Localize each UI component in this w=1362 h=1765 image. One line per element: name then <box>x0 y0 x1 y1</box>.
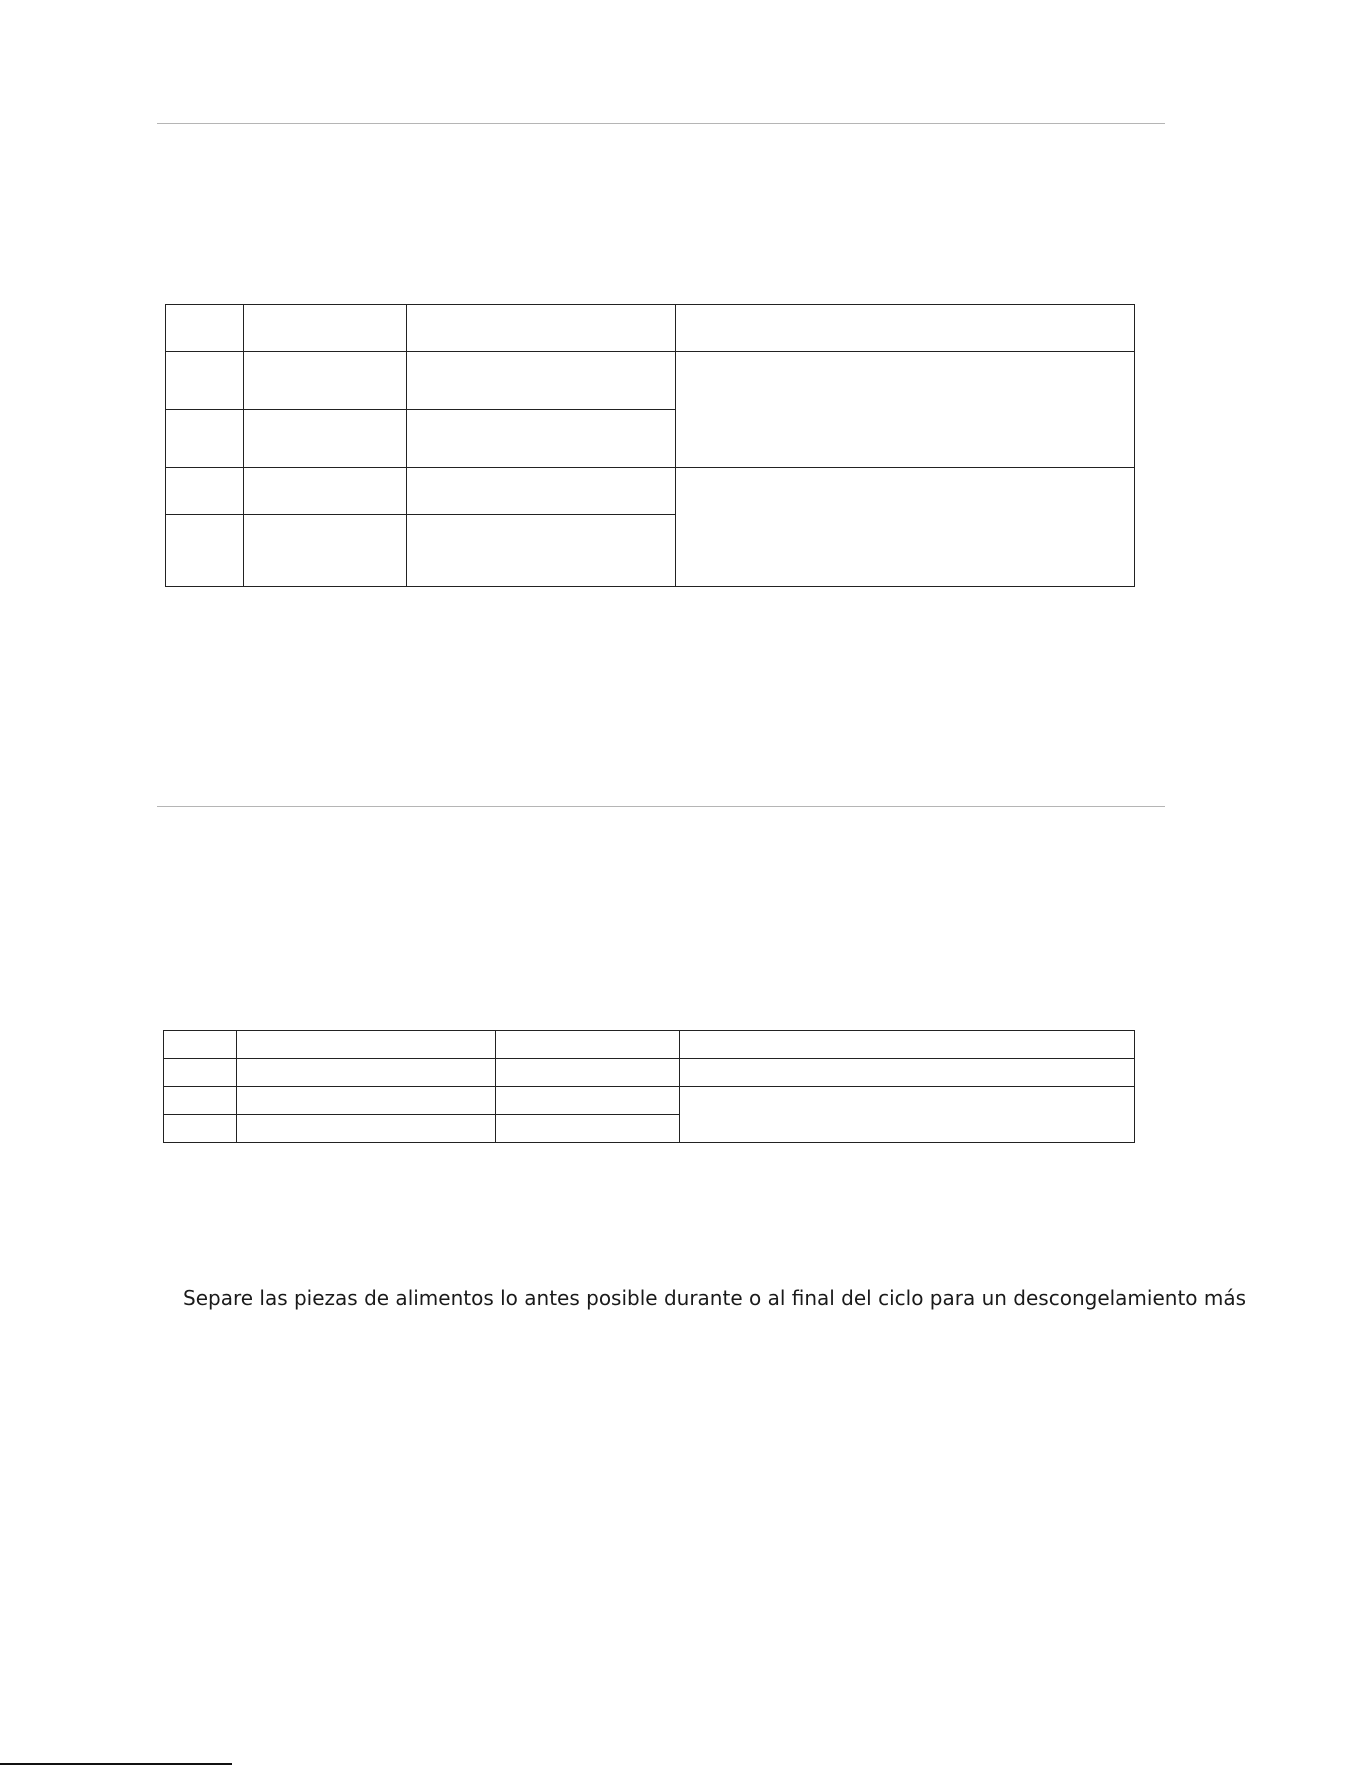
table-cell <box>244 410 407 468</box>
table-cell-merged <box>676 468 1135 587</box>
table-cell <box>166 468 244 515</box>
table-cell <box>237 1087 496 1115</box>
defrost-tip-text: Separe las piezas de alimentos lo antes posible durante o al final del ciclo para un descongelamiento más <box>183 1286 1247 1310</box>
table-cell <box>680 1059 1135 1087</box>
table-cell <box>166 515 244 587</box>
table-cell <box>164 1031 237 1059</box>
table-cell <box>680 1031 1135 1059</box>
table-cell <box>166 305 244 352</box>
table-cell <box>164 1115 237 1143</box>
table-cell <box>676 305 1135 352</box>
table-cell <box>237 1059 496 1087</box>
section-divider-top <box>157 123 1165 124</box>
table-cell <box>407 352 676 410</box>
defrost-table-1 <box>165 304 1135 587</box>
table-cell <box>237 1031 496 1059</box>
table-cell <box>164 1059 237 1087</box>
table-row <box>166 305 1135 352</box>
table-row <box>164 1059 1135 1087</box>
table-cell-merged <box>676 352 1135 468</box>
table-cell <box>244 352 407 410</box>
table-cell <box>237 1115 496 1143</box>
section-divider-middle <box>157 806 1165 807</box>
table-cell <box>496 1115 680 1143</box>
table-cell <box>166 410 244 468</box>
table-cell <box>166 352 244 410</box>
table-cell <box>407 515 676 587</box>
table-row <box>166 468 1135 515</box>
table-cell <box>496 1059 680 1087</box>
table-row <box>164 1031 1135 1059</box>
defrost-table-2 <box>163 1030 1135 1143</box>
table-cell <box>407 468 676 515</box>
table-cell <box>164 1087 237 1115</box>
table-cell <box>407 410 676 468</box>
table-cell <box>244 468 407 515</box>
table-cell <box>496 1031 680 1059</box>
table-cell <box>496 1087 680 1115</box>
table-row <box>164 1087 1135 1115</box>
table-cell-merged <box>680 1087 1135 1143</box>
table-cell <box>244 305 407 352</box>
table-row <box>166 352 1135 410</box>
table-cell <box>407 305 676 352</box>
table-cell <box>244 515 407 587</box>
